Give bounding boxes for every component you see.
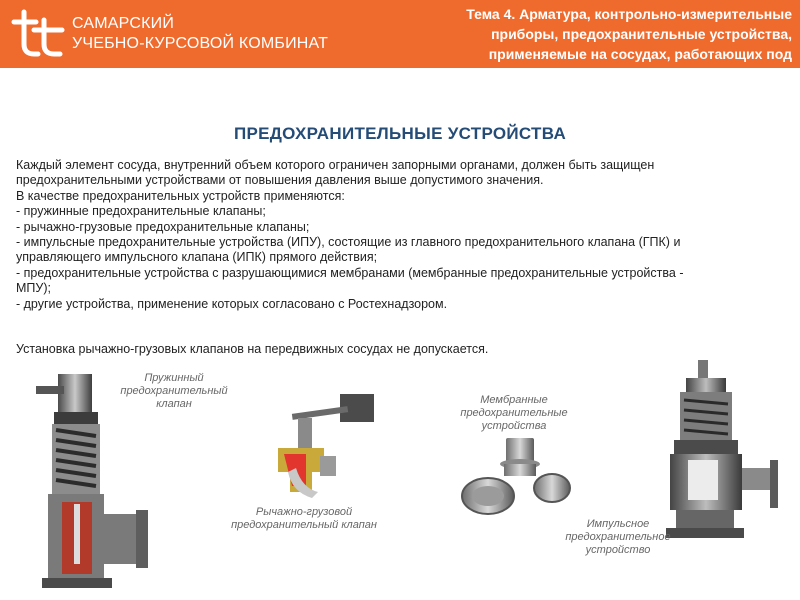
spring-valve-caption	[104, 372, 244, 411]
impulse-device-caption	[550, 518, 686, 557]
topic-line-4: давлением	[715, 66, 792, 82]
topic-line-2: приборы, предохранительные устройства,	[491, 26, 792, 42]
company-name	[72, 14, 328, 54]
body-line: - рычажно-грузовые предохранительные клапаны;	[16, 219, 310, 234]
impulse-device-image	[652, 360, 792, 540]
body-line: В качестве предохранительных устройств применяются:	[16, 188, 345, 203]
topic-line-1: Тема 4. Арматура, контрольно-измерительные	[466, 6, 792, 22]
body-line: - импульсные предохранительные устройства (ИПУ), состоящие из главного предохранительного клапана (ГПК) и	[16, 235, 681, 250]
caption-line: Импульсное	[586, 518, 650, 530]
company-name-line2: УЧЕБНО-КУРСОВОЙ КОМБИНАТ	[72, 35, 329, 52]
caption-line: предохранительные	[460, 407, 568, 419]
caption-line: клапан	[156, 398, 192, 410]
lever-valve-caption	[214, 506, 394, 532]
body-text	[16, 158, 786, 312]
body-line: МПУ);	[16, 281, 51, 296]
body-line: управляющего импульсного клапана (ИПК) прямого действия;	[16, 250, 378, 265]
company-logo-icon	[10, 8, 68, 60]
caption-line: устройство	[585, 544, 651, 556]
company-name-line1: САМАРСКИЙ	[72, 15, 175, 32]
body-line: - предохранительные устройства с разрушающимися мембранами (мембранные предохранительные устройства -	[16, 265, 684, 280]
body-line: - другие устройства, применение которых согласовано с Ростехнадзором.	[16, 296, 448, 311]
warning-note: Установка рычажно-грузовых клапанов на передвижных сосудах не допускается.	[16, 342, 489, 356]
caption-line: Пружинный	[144, 372, 204, 384]
body-line: предохранительными устройствами от повышения давления выше допустимого значения.	[16, 173, 544, 188]
lever-valve-image	[262, 392, 392, 504]
page-title: ПРЕДОХРАНИТЕЛЬНЫЕ УСТРОЙСТВА	[233, 124, 567, 143]
body-line: - пружинные предохранительные клапаны;	[16, 204, 266, 219]
caption-line: устройства	[481, 420, 547, 432]
caption-line: предохранительный	[120, 385, 228, 397]
topic-title	[362, 4, 792, 84]
topic-line-3: применяемые на сосудах, работающих под	[488, 46, 792, 62]
caption-line: Рычажно-грузовой	[255, 506, 353, 518]
caption-line: предохранительное	[565, 531, 671, 543]
caption-line: Мембранные	[480, 394, 548, 406]
header-banner	[0, 0, 800, 82]
membrane-device-caption	[444, 394, 584, 433]
caption-line: предохранительный клапан	[231, 519, 377, 531]
membrane-device-image	[458, 436, 578, 522]
body-line: Каждый элемент сосуда, внутренний объем которого ограничен запорными органами, должен быть защищен	[16, 158, 655, 172]
